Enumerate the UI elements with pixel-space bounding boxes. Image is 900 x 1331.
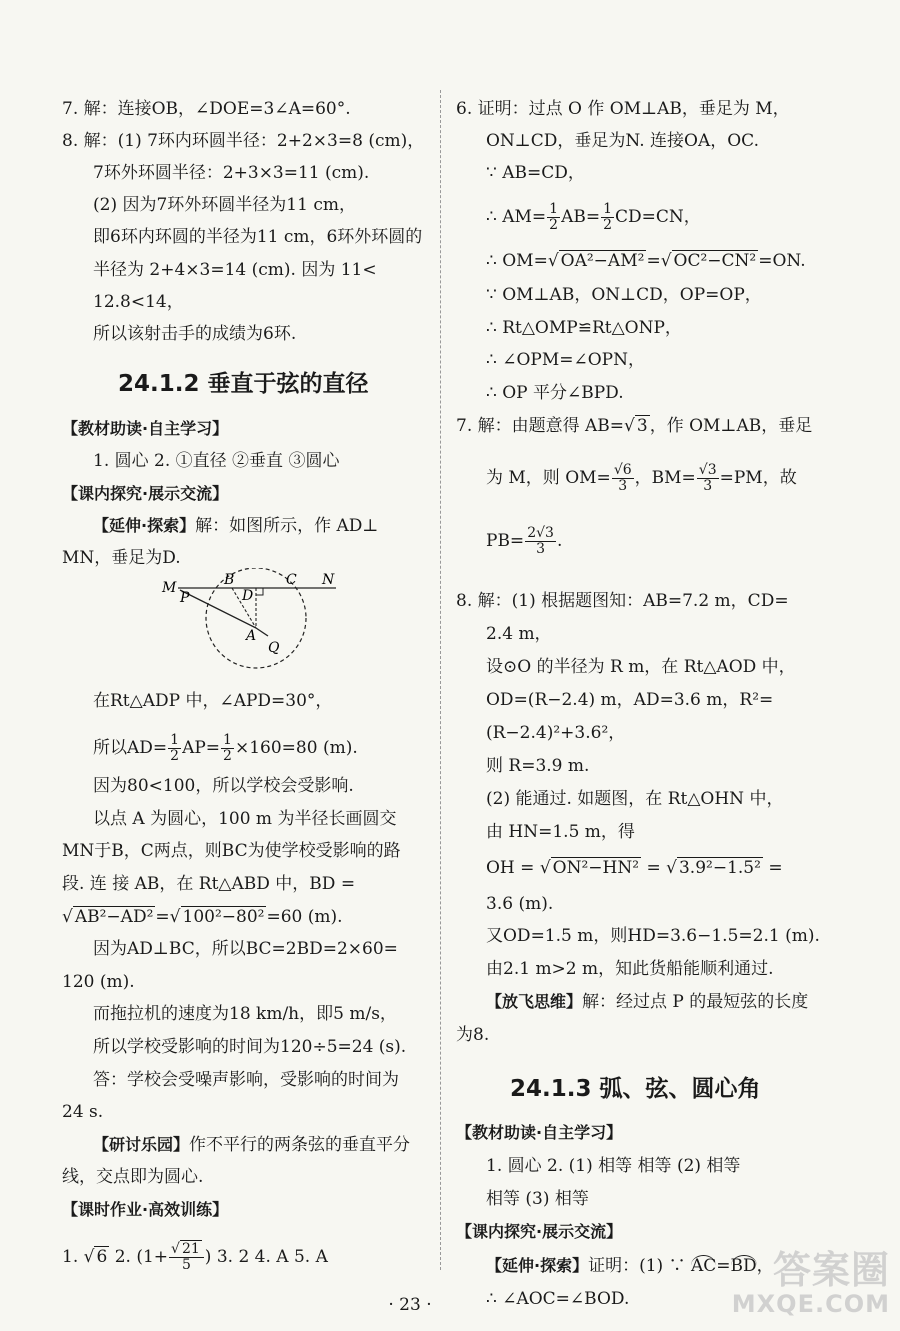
line: 由 HN=1.5 m，得	[486, 822, 635, 842]
line: 而拖拉机的速度为18 km/h，即5 m/s，	[93, 1004, 397, 1024]
line: 所以学校受影响的时间为120÷5=24 (s).	[93, 1037, 407, 1057]
answers-line: 1. √ 6 2. (1+ $\frac{√ 21}{5}$ ) 3. 2 4. A 5. A	[62, 1241, 328, 1273]
line: 又OD=1.5 m，则HD=3.6−1.5=2.1 (m).	[486, 926, 820, 946]
formula-line: √ AB²−AD² =√ 100²−80² =60 (m).	[62, 907, 343, 927]
line: ∴ ∠AOC=∠BOD.	[486, 1289, 630, 1309]
column-divider	[440, 90, 441, 1270]
line: 在Rt△ADP 中，∠APD=30°，	[93, 691, 333, 711]
label-N: N	[322, 572, 335, 588]
line: 1. 圆心 2. (1) 相等 相等 (2) 相等	[486, 1156, 741, 1176]
line: 线，交点即为圆心.	[62, 1167, 204, 1187]
line: 半径为 2+4×3=14 (cm). 因为 11<	[93, 260, 377, 280]
line: OD=(R−2.4) m，AD=3.6 m，R²=	[486, 690, 774, 710]
line: 由2.1 m>2 m，知此货船能顺利通过.	[486, 959, 774, 979]
fraction: $\frac{√6}{3}$	[613, 462, 632, 494]
line: ∵ AB=CD，	[486, 163, 585, 183]
text: 解：如图所示，作 AD⊥	[195, 516, 379, 536]
arc-BD: BD	[730, 1256, 757, 1276]
label-D: D	[242, 588, 254, 604]
section-heading: 【教材助读·自主学习】	[62, 419, 229, 438]
fraction: $\frac{1}{2}$	[170, 732, 180, 764]
line	[93, 515, 378, 537]
watermark-logo: 答案圈 MXQE.COM	[731, 1248, 890, 1318]
line: 8. 解：(1) 7环内环圆半径：2+2×3=8 (cm)，	[62, 131, 425, 151]
line: 7. 解：连接OB，∠DOE=3∠A=60°.	[62, 99, 351, 119]
line: 则 R=3.9 m.	[486, 756, 590, 776]
label-M: M	[162, 580, 177, 596]
label-P: P	[180, 590, 190, 606]
line: ∴ ∠OPM=∠OPN，	[486, 350, 645, 370]
line: 为8.	[456, 1025, 490, 1045]
label-C: C	[286, 572, 297, 588]
line: 2.4 m，	[486, 624, 552, 644]
arc-AC: AC	[690, 1256, 717, 1276]
formula-line: ∴ OM=√ OA²−AM² =√ OC²−CN² =ON.	[486, 251, 806, 271]
formula-line: 7. 解：由题意得 AB=√ 3 ，作 OM⊥AB，垂足	[456, 416, 813, 436]
line: 【延伸·探索】证明：(1) ∵ AC=BD，	[486, 1256, 774, 1276]
fraction: $\frac{√3}{3}$	[698, 462, 717, 494]
label: 【放飞思维】	[486, 992, 583, 1011]
text: 作不平行的两条弦的垂直平分	[189, 1135, 411, 1155]
sqrt-expr: AB²−AD²	[74, 907, 154, 927]
sqrt-expr: 100²−80²	[182, 907, 265, 927]
line: 因为80<100，所以学校会受影响.	[93, 776, 354, 796]
label: 【延伸·探索】	[486, 1256, 589, 1275]
line: ∵ OM⊥AB，ON⊥CD，OP=OP，	[486, 285, 762, 305]
fraction: $\frac{2√3}{3}$	[527, 525, 554, 557]
line	[486, 991, 808, 1013]
formula-line: ∴ AM= $\frac{1}{2}$ AB= $\frac{1}{2}$ CD=CN，	[486, 201, 701, 233]
fraction: $\frac{1}{2}$	[223, 732, 232, 764]
text: 所以AD=	[93, 738, 168, 758]
label-A: A	[246, 628, 257, 644]
text: ×160=80 (m).	[234, 738, 358, 758]
line: ON⊥CD，垂足为N. 连接OA，OC.	[486, 131, 759, 151]
line: MN于B，C两点，则BC为使学校受影响的路	[62, 841, 401, 861]
line: ∴ Rt△OMP≌Rt△ONP，	[486, 318, 682, 338]
line: 1. 圆心 2. ①直径 ②垂直 ③圆心	[93, 451, 340, 471]
formula-line: OH = √ ON²−HN² = √ 3.9²−1.5² =	[486, 858, 783, 878]
line: 6. 证明：过点 O 作 OM⊥AB，垂足为 M，	[456, 99, 790, 119]
line: (2) 因为7环外环圆半径为11 cm，	[93, 195, 356, 215]
line: 8. 解：(1) 根据题图知：AB=7.2 m，CD=	[456, 591, 789, 611]
fraction: $\frac{1}{2}$	[549, 201, 559, 233]
section-title: 24.1.2 垂直于弦的直径	[118, 371, 369, 397]
line: 即6环内环圆的半径为11 cm，6环外环圆的	[93, 227, 423, 247]
line: MN，垂足为D.	[62, 548, 181, 568]
label: 【延伸·探索】	[93, 516, 196, 535]
line: 因为AD⊥BC，所以BC=2BD=2×60=	[93, 939, 398, 959]
line: 相等 (3) 相等	[486, 1189, 589, 1209]
fraction: $\frac{1}{2}$	[603, 201, 613, 233]
label-B: B	[224, 572, 235, 588]
line: 24 s.	[62, 1102, 104, 1122]
line: ∴ OP 平分∠BPD.	[486, 383, 624, 403]
geometry-figure	[160, 568, 390, 678]
line: (2) 能通过. 如题图，在 Rt△OHN 中，	[486, 789, 784, 809]
formula-line: PB= $\frac{2√3}{3}$ .	[486, 525, 563, 557]
line: 12.8<14，	[93, 292, 184, 312]
formula-line: 为 M，则 OM= $\frac{√6}{3}$ ，BM= $\frac{√3}{3}$ =PM，故	[486, 462, 797, 494]
line: 设⊙O 的半径为 R m，在 Rt△AOD 中，	[486, 657, 796, 677]
section-heading: 【课内探究·展示交流】	[62, 484, 229, 503]
label: 【研讨乐园】	[93, 1135, 190, 1154]
fraction: $\frac{√ 21}{5}$	[169, 1242, 204, 1273]
line: 7环外环圆半径：2+3×3=11 (cm).	[93, 163, 370, 183]
formula-line	[93, 733, 358, 764]
line: 答：学校会受噪声影响，受影响的时间为	[93, 1070, 399, 1090]
line: 段. 连 接 AB，在 Rt△ABD 中，BD =	[62, 874, 356, 894]
text: 解：经过点 P 的最短弦的长度	[582, 992, 809, 1012]
text: AP=	[182, 738, 221, 758]
page-number: · 23 ·	[388, 1295, 432, 1315]
line: 3.6 (m).	[486, 894, 554, 914]
section-heading: 【课时作业·高效训练】	[62, 1200, 229, 1219]
line	[93, 1134, 410, 1156]
label-Q: Q	[268, 640, 280, 656]
section-title: 24.1.3 弧、弦、圆心角	[510, 1076, 761, 1102]
line: 以点 A 为圆心，100 m 为半径长画圆交	[93, 809, 397, 829]
section-heading: 【课内探究·展示交流】	[456, 1222, 623, 1241]
line: (R−2.4)²+3.6²，	[486, 723, 626, 743]
line: 所以该射击手的成绩为6环.	[93, 324, 297, 344]
section-heading: 【教材助读·自主学习】	[456, 1123, 623, 1142]
line: 120 (m).	[62, 972, 135, 992]
